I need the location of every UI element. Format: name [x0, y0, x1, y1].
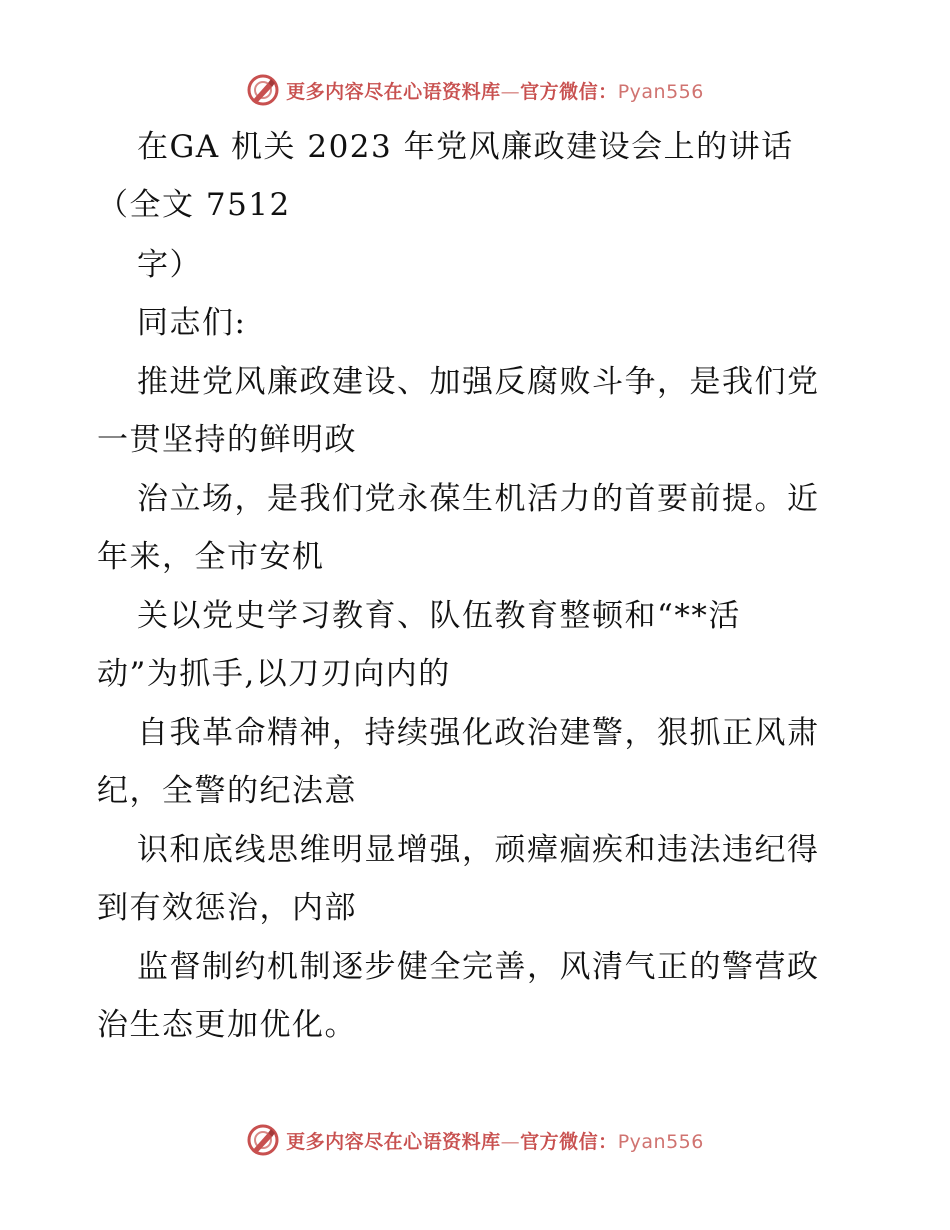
watermark-wechat-id: Pyan556	[617, 1130, 704, 1153]
paragraph-line: 治生态更加优化。	[97, 1007, 357, 1043]
paragraph-line: 推进党风廉政建设、加强反腐败斗争，是我们党	[137, 364, 820, 400]
paragraph-line: 监督制约机制逐步健全完善，风清气正的警营政	[137, 949, 820, 985]
footer-watermark	[0, 1120, 950, 1160]
pen-seal-logo-icon	[246, 1123, 280, 1157]
watermark-wechat-prefix: 官方微信：	[520, 80, 618, 103]
paragraph-line: 一贯坚持的鲜明政	[97, 422, 357, 458]
paragraph-line: 自我革命精神，持续强化政治建警，狠抓正风肃	[137, 715, 820, 751]
watermark-text	[286, 77, 704, 104]
paragraph-line: 关以党史学习教育、队伍教育整顿和“**活	[137, 598, 741, 634]
paragraph-line: 纪，全警的纪法意	[97, 773, 357, 809]
paragraph-line: 年来，全市安机	[97, 539, 325, 575]
document-title-line-3: 字）	[137, 247, 202, 283]
paragraph-line: 到有效惩治，内部	[97, 890, 357, 926]
watermark-separator: —	[500, 1130, 521, 1153]
paragraph-line: 动”为抓手,以刀刃向内的	[97, 656, 451, 692]
paragraph-line: 识和底线思维明显增强，顽瘴痼疾和违法违纪得	[137, 832, 820, 868]
document-title-line-2: （全文 7512	[97, 187, 291, 223]
watermark-label: 更多内容尽在心语资料库	[286, 1130, 501, 1153]
watermark-wechat-prefix: 官方微信：	[520, 1130, 618, 1153]
document-title-line-1: 在GA 机关 2023 年党风廉政建设会上的讲话	[137, 129, 794, 165]
watermark-wechat-id: Pyan556	[617, 80, 704, 103]
header-watermark	[0, 70, 950, 110]
watermark-label: 更多内容尽在心语资料库	[286, 80, 501, 103]
pen-seal-logo-icon	[246, 73, 280, 107]
paragraph-line: 治立场，是我们党永葆生机活力的首要前提。近	[137, 481, 820, 517]
watermark-text	[286, 1127, 704, 1154]
salutation: 同志们:	[137, 305, 247, 341]
watermark-separator: —	[500, 80, 521, 103]
